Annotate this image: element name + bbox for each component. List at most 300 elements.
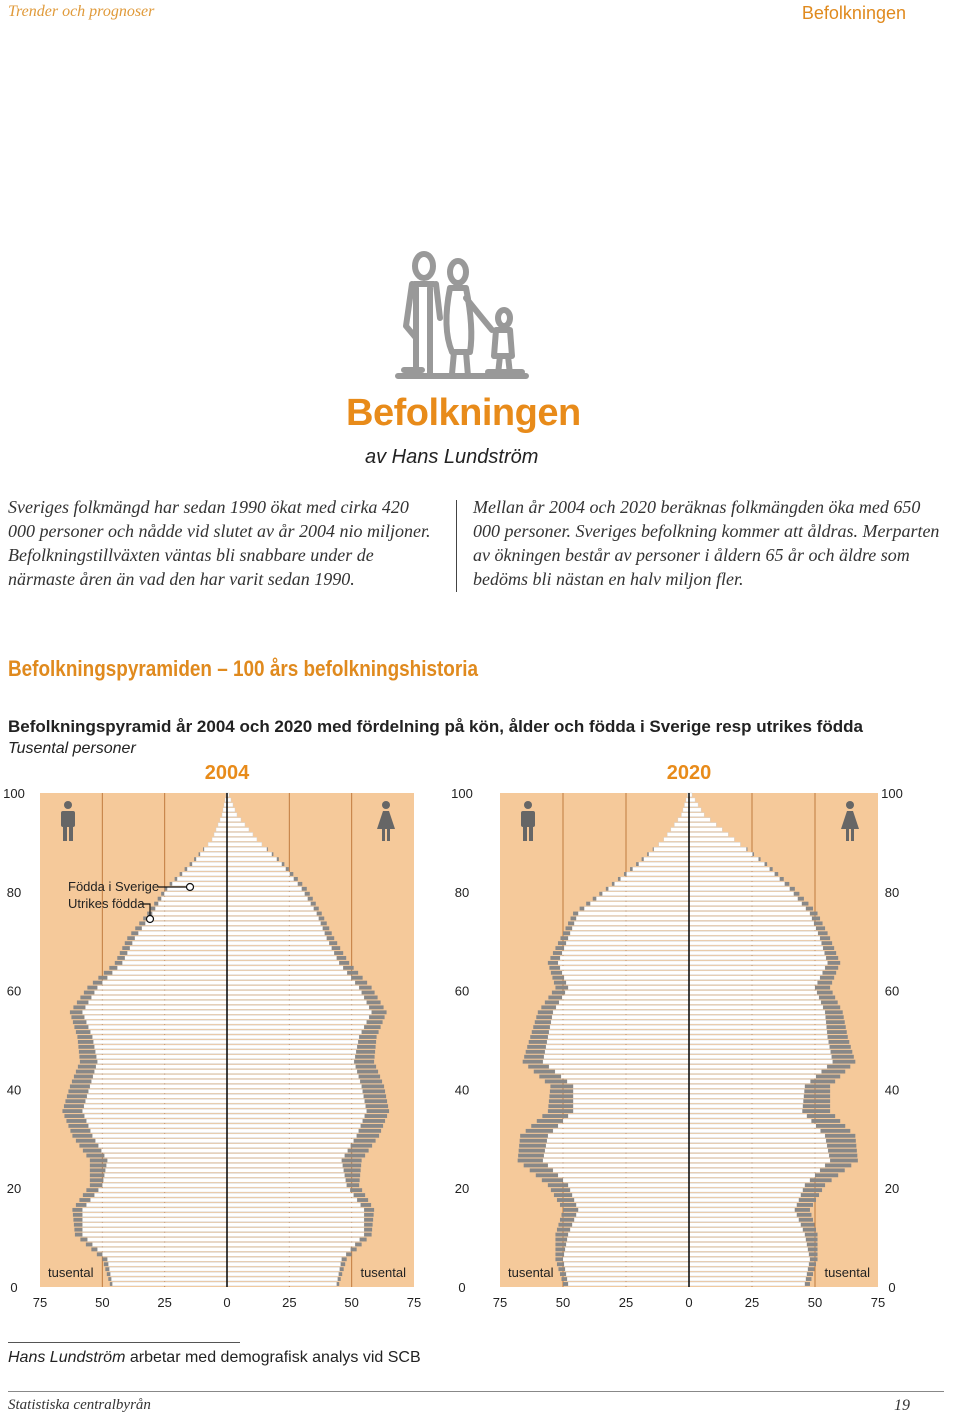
bar-women-native <box>689 837 734 841</box>
bar-men-native <box>84 1104 227 1108</box>
bar-women-native <box>689 1094 804 1098</box>
bar-women-native <box>227 1129 359 1133</box>
bar-men-native <box>578 1208 689 1212</box>
x-tick-label: 50 <box>95 1295 110 1310</box>
bar-men-native <box>563 1178 689 1182</box>
bar-men-foreign <box>90 1164 106 1168</box>
bar-men-native <box>101 1149 227 1153</box>
bar-women-foreign <box>829 1040 850 1044</box>
bar-men-native <box>633 867 689 871</box>
bar-men-foreign <box>117 956 124 960</box>
bar-men-native <box>614 882 689 886</box>
bar-women-foreign <box>267 847 268 851</box>
bar-women-native <box>227 1075 359 1079</box>
bar-women-native <box>689 1050 831 1054</box>
bar-women-native <box>689 1099 803 1103</box>
y-tick-label-right: 40 <box>884 1082 900 1098</box>
bar-men-foreign <box>642 857 644 861</box>
bar-women-native <box>689 847 746 851</box>
running-header-title: Befolkningen <box>801 3 906 23</box>
bar-women-native <box>689 877 780 881</box>
bar-women-native <box>689 862 765 866</box>
x-tick-label: 25 <box>157 1295 172 1310</box>
bar-women-native <box>689 1035 828 1039</box>
bar-men-native <box>90 1084 227 1088</box>
bar-women-native <box>689 1198 799 1202</box>
bar-women-native <box>227 1267 340 1271</box>
bar-men-foreign <box>534 1070 555 1074</box>
bar-women-native <box>689 1262 809 1266</box>
bar-women-native <box>689 1183 805 1187</box>
bar-women-foreign <box>827 1144 856 1148</box>
bar-women-native <box>689 951 825 955</box>
article-title: Befolkningen <box>346 392 581 434</box>
bar-men-foreign <box>571 917 577 921</box>
bar-women-foreign <box>785 882 790 886</box>
bar-women-foreign <box>356 1065 376 1069</box>
bar-women-foreign <box>347 971 358 975</box>
bar-men-foreign <box>84 991 94 995</box>
bar-women-foreign <box>775 872 779 876</box>
bar-women-foreign <box>808 1247 818 1251</box>
bar-women-foreign <box>807 1114 835 1118</box>
bar-men-native <box>177 877 227 881</box>
bar-men-foreign <box>79 1144 98 1148</box>
bar-women-native <box>689 828 722 832</box>
woman-icon-leg <box>851 829 854 841</box>
bar-men-foreign <box>78 1045 94 1049</box>
bar-women-native <box>227 1208 364 1212</box>
y-tick-label: 40 <box>6 1082 22 1098</box>
bar-women-foreign <box>801 1223 815 1227</box>
bar-women-native <box>227 1084 362 1088</box>
bar-men-foreign <box>552 991 565 995</box>
bar-men-foreign <box>77 1035 92 1039</box>
bar-men-native <box>200 852 227 856</box>
bar-men-foreign <box>524 1164 548 1168</box>
bar-women-foreign <box>364 1208 374 1212</box>
bar-women-foreign <box>816 1075 840 1079</box>
bar-women-native <box>689 1154 829 1158</box>
bar-men-native <box>172 882 227 886</box>
bar-men-native <box>82 1223 227 1227</box>
bar-men-foreign <box>190 862 192 866</box>
bar-men-native <box>82 1010 227 1014</box>
bar-women-foreign <box>807 1272 813 1276</box>
bar-women-native <box>227 976 351 980</box>
bar-women-native <box>227 1272 339 1276</box>
bar-men-native <box>97 986 227 990</box>
y-tick-label: 100 <box>3 786 25 801</box>
bar-women-native <box>689 1277 806 1281</box>
y-tick-label: 40 <box>454 1082 470 1098</box>
bar-women-foreign <box>298 882 302 886</box>
x-tick-label: 50 <box>344 1295 359 1310</box>
bar-men-foreign <box>558 941 566 945</box>
bar-women-foreign <box>365 1099 387 1103</box>
legend-foreign-marker <box>147 916 154 923</box>
bar-men-native <box>620 877 689 881</box>
bar-women-native <box>227 833 253 837</box>
bar-men-native <box>111 1277 227 1281</box>
bar-women-native <box>689 971 823 975</box>
bar-men-native <box>568 986 689 990</box>
bar-men-foreign <box>80 1060 97 1064</box>
bar-women-native <box>689 1109 802 1113</box>
x-tick-label: 0 <box>223 1295 231 1310</box>
bar-women-foreign <box>812 917 820 921</box>
bar-men-foreign <box>563 1282 568 1286</box>
bar-men-native <box>578 912 689 916</box>
bar-men-native <box>567 1080 689 1084</box>
bar-men-native <box>158 902 227 906</box>
legend-native: Födda i Sverige <box>68 879 160 894</box>
bar-women-native <box>227 823 245 827</box>
bar-women-foreign <box>823 1005 840 1009</box>
bar-women-native <box>227 926 323 930</box>
bar-men-foreign <box>536 1015 552 1019</box>
bar-men-native <box>608 887 689 891</box>
bar-men-native <box>567 1238 689 1242</box>
bar-women-native <box>227 941 329 945</box>
bar-men-foreign <box>68 1124 88 1128</box>
bar-women-native <box>227 1015 369 1019</box>
bar-men-native <box>659 842 689 846</box>
bar-men-foreign <box>551 971 562 975</box>
bar-women-foreign <box>820 1168 845 1172</box>
bar-women-foreign <box>334 951 343 955</box>
bar-men-native <box>208 842 227 846</box>
bar-women-native <box>689 833 728 837</box>
bar-women-foreign <box>802 1109 830 1113</box>
bar-women-foreign <box>816 926 825 930</box>
bar-men-foreign <box>553 951 562 955</box>
y-tick-label: 80 <box>454 884 470 900</box>
bar-women-foreign <box>814 921 823 925</box>
bar-men-foreign <box>548 1104 573 1108</box>
bar-men-native <box>627 872 689 876</box>
bar-men-foreign <box>548 961 558 965</box>
bar-men-foreign <box>77 1000 88 1004</box>
bar-men-foreign <box>560 936 568 940</box>
bar-women-native <box>689 996 819 1000</box>
bar-women-foreign <box>805 1282 810 1286</box>
bar-women-native <box>689 1168 820 1172</box>
bar-women-native <box>227 1109 367 1113</box>
bar-women-foreign <box>802 902 809 906</box>
bar-men-native <box>212 837 227 841</box>
bar-women-native <box>227 1050 356 1054</box>
bar-women-native <box>227 961 339 965</box>
bar-women-foreign <box>810 1257 818 1261</box>
bar-women-native <box>689 1252 809 1256</box>
bar-women-foreign <box>323 926 329 930</box>
bar-women-native <box>689 1080 810 1084</box>
bar-men-foreign <box>520 1139 547 1143</box>
bar-men-foreign <box>624 872 627 876</box>
bar-men-native <box>85 1099 227 1103</box>
bar-women-native <box>227 1233 364 1237</box>
bar-men-native <box>149 917 227 921</box>
bar-men-native <box>82 1109 227 1113</box>
bar-women-foreign <box>365 1114 387 1118</box>
bar-women-foreign <box>790 887 795 891</box>
bar-men-foreign <box>105 1267 109 1271</box>
bar-women-native <box>227 828 249 832</box>
bar-women-native <box>689 1030 827 1034</box>
bar-men-native <box>204 847 227 851</box>
bar-men-native <box>576 1203 689 1207</box>
x-tick-label: 75 <box>870 1295 886 1310</box>
bar-men-foreign <box>72 1134 92 1138</box>
bar-men-native <box>567 1277 689 1281</box>
bar-men-native <box>649 852 689 856</box>
bar-men-foreign <box>67 1094 87 1098</box>
bar-men-foreign <box>526 1050 545 1054</box>
bar-men-foreign <box>520 1134 548 1138</box>
bar-men-native <box>182 872 227 876</box>
bar-men-native <box>553 1129 689 1133</box>
bar-men-native <box>107 976 227 980</box>
bar-women-foreign <box>339 961 349 965</box>
bar-women-native <box>227 847 267 851</box>
bar-women-native <box>227 842 262 846</box>
bar-women-foreign <box>345 1154 365 1158</box>
bar-men-foreign <box>110 1282 112 1286</box>
footer-publisher: Statistiska centralbyrån <box>8 1397 151 1413</box>
bar-women-native <box>227 1065 356 1069</box>
bar-women-foreign <box>359 986 371 990</box>
bar-men-foreign <box>90 1173 104 1177</box>
bar-men-native <box>596 897 689 901</box>
bar-men-native <box>152 912 227 916</box>
bar-men-native <box>132 941 227 945</box>
bar-women-native <box>227 837 257 841</box>
unit-label-right: tusental <box>824 1265 870 1280</box>
bar-women-native <box>689 1203 797 1207</box>
bar-women-native <box>227 1257 342 1261</box>
bar-women-foreign <box>828 1035 848 1039</box>
bar-men-native <box>93 1040 227 1044</box>
bar-women-native <box>689 1188 803 1192</box>
bar-men-native <box>103 1178 227 1182</box>
bar-men-foreign <box>551 1188 570 1192</box>
bar-women-native <box>227 1213 364 1217</box>
bar-men-native <box>566 1243 689 1247</box>
bar-men-foreign <box>72 1208 82 1212</box>
x-tick-label: 75 <box>32 1295 48 1310</box>
bar-women-foreign <box>821 1129 851 1133</box>
man-icon-leg <box>523 825 527 841</box>
bar-women-foreign <box>770 867 773 871</box>
bar-men-native <box>98 1188 227 1192</box>
bar-men-native <box>87 1094 227 1098</box>
population-pyramid-chart <box>0 755 960 1335</box>
bar-men-native <box>552 1015 689 1019</box>
bar-men-native <box>94 1193 227 1197</box>
bar-men-foreign <box>536 1173 558 1177</box>
bar-men-foreign <box>86 1188 98 1192</box>
bar-men-foreign <box>65 1099 85 1103</box>
bar-men-native <box>108 1262 227 1266</box>
bar-women-native <box>689 1134 825 1138</box>
bar-women-foreign <box>338 1277 341 1281</box>
bar-women-native <box>689 1272 807 1276</box>
y-tick-label: 20 <box>454 1181 470 1197</box>
bar-men-native <box>556 1005 689 1009</box>
bar-women-foreign <box>817 991 833 995</box>
bar-men-native <box>130 946 227 950</box>
bar-women-native <box>689 1015 826 1019</box>
bar-men-native <box>96 1055 227 1059</box>
bar-women-foreign <box>311 902 316 906</box>
bar-women-foreign <box>344 1168 361 1172</box>
bar-women-foreign <box>825 1164 851 1168</box>
bar-women-native <box>227 1104 366 1108</box>
bar-men-foreign <box>555 1252 564 1256</box>
bar-women-native <box>689 1144 827 1148</box>
bar-women-native <box>689 1238 806 1242</box>
bar-women-native <box>689 1173 815 1177</box>
bar-women-native <box>689 1218 799 1222</box>
bar-women-foreign <box>830 1159 858 1163</box>
bar-men-native <box>86 1020 227 1024</box>
bar-women-foreign <box>277 857 279 861</box>
man-icon-leg <box>63 825 67 841</box>
running-header-section: Trender och prognoser <box>8 3 155 20</box>
bar-men-native <box>573 1109 689 1113</box>
bar-women-native <box>689 1000 821 1004</box>
bar-men-foreign <box>548 1109 573 1113</box>
bar-women-native <box>227 931 325 935</box>
bar-men-foreign <box>555 1243 566 1247</box>
bar-women-native <box>689 1178 810 1182</box>
bar-women-native <box>227 921 321 925</box>
bar-women-foreign <box>305 892 310 896</box>
bar-women-foreign <box>339 1272 342 1276</box>
bar-women-native <box>227 1040 358 1044</box>
bar-women-foreign <box>806 1238 818 1242</box>
bar-women-foreign <box>765 862 768 866</box>
bar-men-foreign <box>545 1080 567 1084</box>
bar-men-foreign <box>104 971 112 975</box>
bar-women-foreign <box>825 966 838 970</box>
bar-men-native <box>555 1070 689 1074</box>
bar-women-native <box>689 798 695 802</box>
bar-men-native <box>545 1149 689 1153</box>
bar-women-foreign <box>806 1277 812 1281</box>
bar-men-foreign <box>518 1154 544 1158</box>
section-title: Befolkningspyramiden – 100 års befolkningshistoria <box>8 656 478 681</box>
bar-men-foreign <box>568 921 574 925</box>
bar-women-native <box>689 1208 795 1212</box>
bar-men-foreign <box>70 1129 90 1133</box>
y-tick-label-right: 80 <box>884 884 900 900</box>
bar-women-foreign <box>807 1243 818 1247</box>
bar-men-native <box>654 847 689 851</box>
bar-women-native <box>689 1233 805 1237</box>
bar-men-native <box>564 1262 689 1266</box>
bar-women-foreign <box>780 877 784 881</box>
bar-women-foreign <box>357 1070 378 1074</box>
bar-men-native <box>570 1228 689 1232</box>
bar-women-foreign <box>351 1247 357 1251</box>
bar-women-native <box>689 1010 825 1014</box>
family-figures-icon <box>392 248 532 384</box>
bar-men-native <box>566 1272 689 1276</box>
author-name: Hans Lundström <box>8 1349 126 1366</box>
bar-women-foreign <box>795 1208 810 1212</box>
bar-women-native <box>227 912 317 916</box>
bar-women-native <box>689 931 818 935</box>
bar-men-foreign <box>557 1198 574 1202</box>
bar-women-native <box>227 1060 354 1064</box>
bar-women-native <box>227 981 355 985</box>
bar-men-native <box>82 1218 227 1222</box>
bar-men-foreign <box>90 1159 107 1163</box>
bar-men-foreign <box>550 956 560 960</box>
bar-men-native <box>570 1188 689 1192</box>
bar-women-foreign <box>799 1218 813 1222</box>
bar-women-foreign <box>794 892 800 896</box>
bar-men-foreign <box>139 921 145 925</box>
bar-women-native <box>689 981 818 985</box>
bar-women-native <box>227 1020 367 1024</box>
bar-women-foreign <box>805 1183 825 1187</box>
bar-men-native <box>88 1089 227 1093</box>
bar-women-native <box>689 1119 811 1123</box>
bar-men-native <box>574 921 689 925</box>
bar-women-native <box>227 1055 355 1059</box>
bar-women-foreign <box>364 1213 373 1217</box>
bar-women-native <box>689 872 775 876</box>
bar-men-native <box>94 1070 227 1074</box>
bar-women-native <box>227 808 235 812</box>
bar-women-native <box>689 1089 804 1093</box>
bar-men-native <box>82 1208 227 1212</box>
bar-men-foreign <box>71 1015 84 1019</box>
bar-men-foreign <box>79 1055 96 1059</box>
bar-women-native <box>227 1252 346 1256</box>
bar-men-foreign <box>62 1109 82 1113</box>
bar-men-native <box>105 1168 227 1172</box>
bar-men-native <box>553 1168 689 1172</box>
bar-men-native <box>644 857 689 861</box>
bar-women-foreign <box>347 1183 359 1187</box>
bar-women-native <box>227 956 337 960</box>
bar-men-foreign <box>530 1168 553 1172</box>
bar-men-foreign <box>538 1010 553 1014</box>
bar-women-foreign <box>815 1173 838 1177</box>
bar-women-native <box>689 921 814 925</box>
man-icon <box>524 801 532 809</box>
bar-men-foreign <box>555 1257 563 1261</box>
bar-women-native <box>689 1213 797 1217</box>
bar-men-foreign <box>73 1020 86 1024</box>
bar-men-native <box>164 892 227 896</box>
bar-men-foreign <box>199 852 200 856</box>
bar-women-native <box>689 1247 808 1251</box>
bar-women-foreign <box>366 1104 388 1108</box>
bar-men-foreign <box>80 1238 87 1242</box>
bar-women-foreign <box>759 857 761 861</box>
bar-women-native <box>689 1282 805 1286</box>
bar-women-foreign <box>357 1198 368 1202</box>
bar-women-native <box>227 1114 365 1118</box>
bar-men-native <box>88 1000 227 1004</box>
bar-men-native <box>683 808 689 812</box>
bar-men-native <box>117 966 227 970</box>
